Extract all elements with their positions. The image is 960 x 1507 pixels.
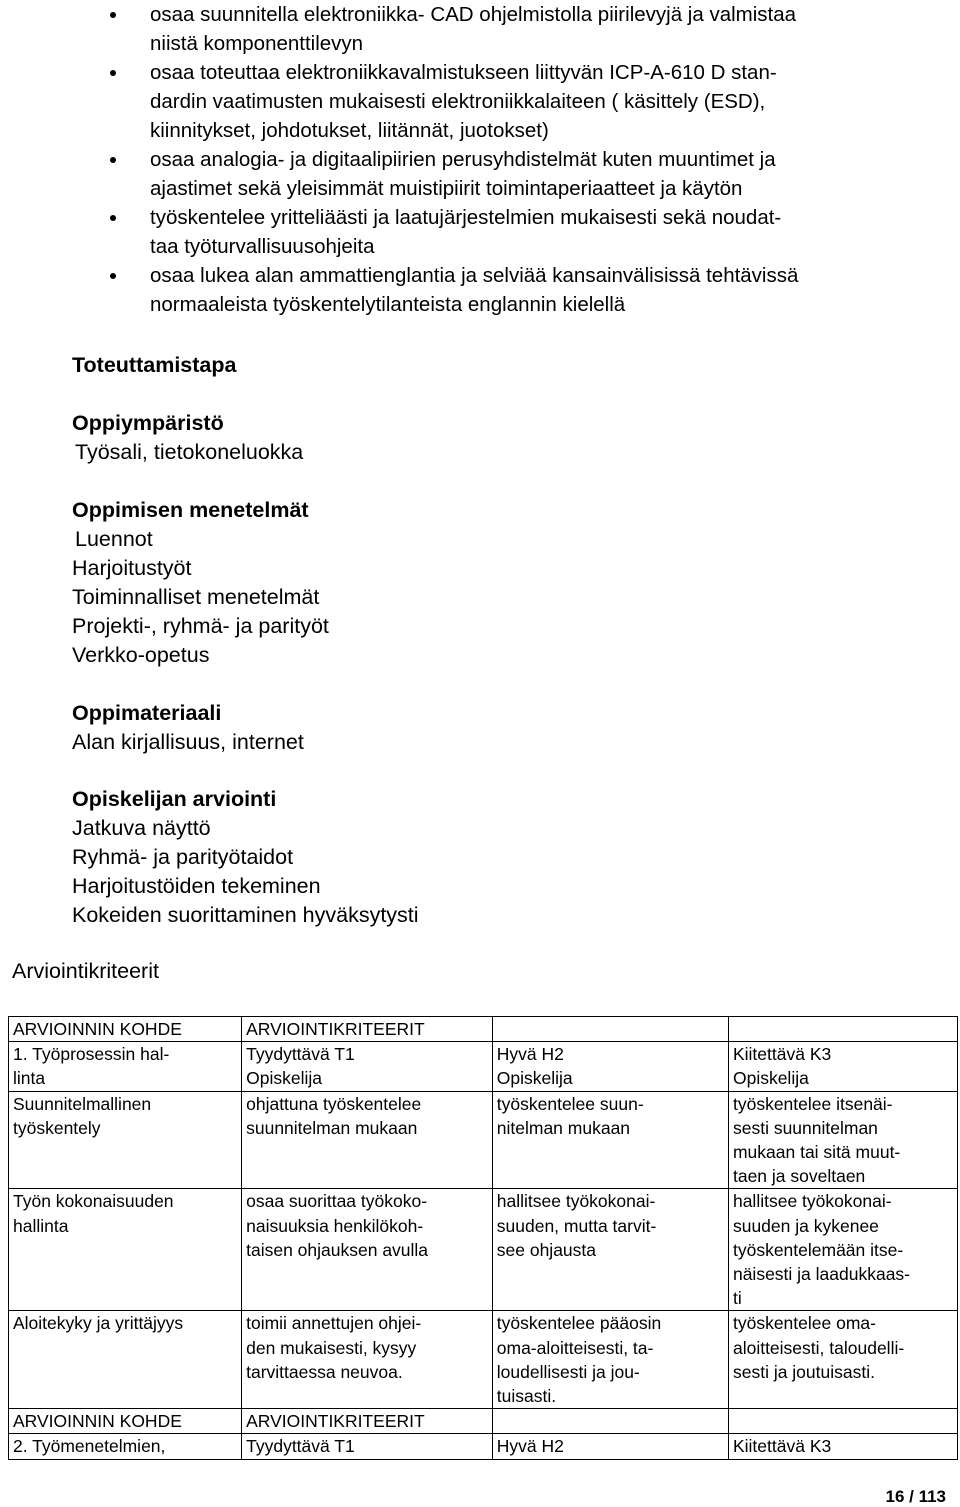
arviointikriteerit-title: Arviointikriteerit xyxy=(12,959,159,983)
table-cell: Aloitekyky ja yrittäjyys xyxy=(9,1311,242,1409)
table-cell: Suunnitelmallinen työskentely xyxy=(9,1091,242,1189)
menetelma-item: Verkko-opetus xyxy=(72,643,210,667)
table-cell: hallitsee työkokonai- suuden ja kykenee työskentelemään itse- näisesti ja laadukkaas- ti xyxy=(728,1189,957,1311)
bullet-dot-icon xyxy=(110,70,116,76)
section-heading-oppiymparisto: Oppiympäristö xyxy=(72,411,224,435)
bullet-dot-icon xyxy=(110,273,116,279)
menetelma-item: Projekti-, ryhmä- ja parityöt xyxy=(72,614,329,638)
table-cell: työskentelee pääosin oma-aloitteisesti, ta- loudellisesti ja jou- tuisasti. xyxy=(492,1311,728,1409)
table-header-cell: ARVIOINTIKRITEERIT xyxy=(242,1409,493,1434)
arviointi-item: Kokeiden suorittaminen hyväksytysti xyxy=(72,903,419,927)
bullet-dot-icon xyxy=(110,215,116,221)
competence-bullet-list xyxy=(110,0,955,319)
arviointi-item: Jatkuva näyttö xyxy=(72,816,211,840)
bullet-item: osaa analogia- ja digitaalipiirien perusyhdistelmät kuten muuntimet ja ajastimet sekä yleisimmät muistipiirit toimintaperiaatteet ja käytön xyxy=(110,145,955,203)
table-cell: työskentelee itsenäi- sesti suunnitelman mukaan tai sitä muut- taen ja soveltaen xyxy=(728,1091,957,1189)
table-cell: toimii annettujen ohjei- den mukaisesti, kysyy tarvittaessa neuvoa. xyxy=(242,1311,493,1409)
table-cell: työskentelee oma- aloitteisesti, taloudelli- sesti ja joutuisasti. xyxy=(728,1311,957,1409)
menetelma-item: Luennot xyxy=(75,527,153,551)
table-row xyxy=(9,1042,958,1091)
table-header-cell: ARVIOINTIKRITEERIT xyxy=(242,1017,493,1042)
table-cell: 1. Työprosessin hal- linta xyxy=(9,1042,242,1091)
table-cell: Työn kokonaisuuden hallinta xyxy=(9,1189,242,1311)
table-cell: työskentelee suun- nitelman mukaan xyxy=(492,1091,728,1189)
table-row xyxy=(9,1091,958,1189)
section-heading-arviointi: Opiskelijan arviointi xyxy=(72,787,277,811)
assessment-criteria-table xyxy=(8,1016,958,1460)
bullet-item: työskentelee yritteliäästi ja laatujärjestelmien mukaisesti sekä noudat- taa työturvallisuusohjeita xyxy=(110,203,955,261)
table-header-row xyxy=(9,1409,958,1434)
table-cell: 2. Työmenetelmien, xyxy=(9,1434,242,1459)
table-cell xyxy=(728,1409,957,1434)
table-cell: ohjattuna työskentelee suunnitelman mukaan xyxy=(242,1091,493,1189)
bullet-item: osaa lukea alan ammattienglantia ja selviää kansainvälisissä tehtävissä normaaleista työskentelytilanteista englannin kielellä xyxy=(110,261,955,319)
section-heading-menetelmat: Oppimisen menetelmät xyxy=(72,498,309,522)
table-cell xyxy=(728,1017,957,1042)
menetelma-item: Toiminnalliset menetelmät xyxy=(72,585,320,609)
table-cell xyxy=(492,1409,728,1434)
table-header-cell: ARVIOINNIN KOHDE xyxy=(9,1409,242,1434)
oppimateriaali-text: Alan kirjallisuus, internet xyxy=(72,730,304,754)
bullet-item: osaa toteuttaa elektroniikkavalmistukseen liittyvän ICP-A-610 D stan- dardin vaatimusten mukaisesti elektroniikkalaiteen ( käsittely (ESD), kiinnitykset, johdotukset, liitännät, juotokset) xyxy=(110,58,955,145)
table-row xyxy=(9,1311,958,1409)
table-row xyxy=(9,1434,958,1459)
section-heading-toteuttamistapa: Toteuttamistapa xyxy=(72,353,237,377)
bullet-dot-icon xyxy=(110,157,116,163)
table-cell: Kiitettävä K3 Opiskelija xyxy=(728,1042,957,1091)
table-cell: osaa suorittaa työkoko- naisuuksia henkilökoh- taisen ohjauksen avulla xyxy=(242,1189,493,1311)
section-heading-oppimateriaali: Oppimateriaali xyxy=(72,701,222,725)
page-number: 16 / 113 xyxy=(885,1487,946,1506)
table-cell: Tyydyttävä T1 xyxy=(242,1434,493,1459)
table-header-row xyxy=(9,1017,958,1042)
table-cell xyxy=(492,1017,728,1042)
table-cell: Kiitettävä K3 xyxy=(728,1434,957,1459)
table-cell: Hyvä H2 Opiskelija xyxy=(492,1042,728,1091)
bullet-dot-icon xyxy=(110,12,116,18)
menetelma-item: Harjoitustyöt xyxy=(72,556,192,580)
oppiymparisto-text: Työsali, tietokoneluokka xyxy=(75,440,304,464)
table-cell: Hyvä H2 xyxy=(492,1434,728,1459)
table-cell: hallitsee työkokonai- suuden, mutta tarvit- see ohjausta xyxy=(492,1189,728,1311)
table-header-cell: ARVIOINNIN KOHDE xyxy=(9,1017,242,1042)
table-cell: Tyydyttävä T1 Opiskelija xyxy=(242,1042,493,1091)
table-row xyxy=(9,1189,958,1311)
arviointi-item: Harjoitustöiden tekeminen xyxy=(72,874,321,898)
bullet-item: osaa suunnitella elektroniikka- CAD ohjelmistolla piirilevyjä ja valmistaa niistä komponenttilevyn xyxy=(110,0,955,58)
arviointi-item: Ryhmä- ja parityötaidot xyxy=(72,845,294,869)
